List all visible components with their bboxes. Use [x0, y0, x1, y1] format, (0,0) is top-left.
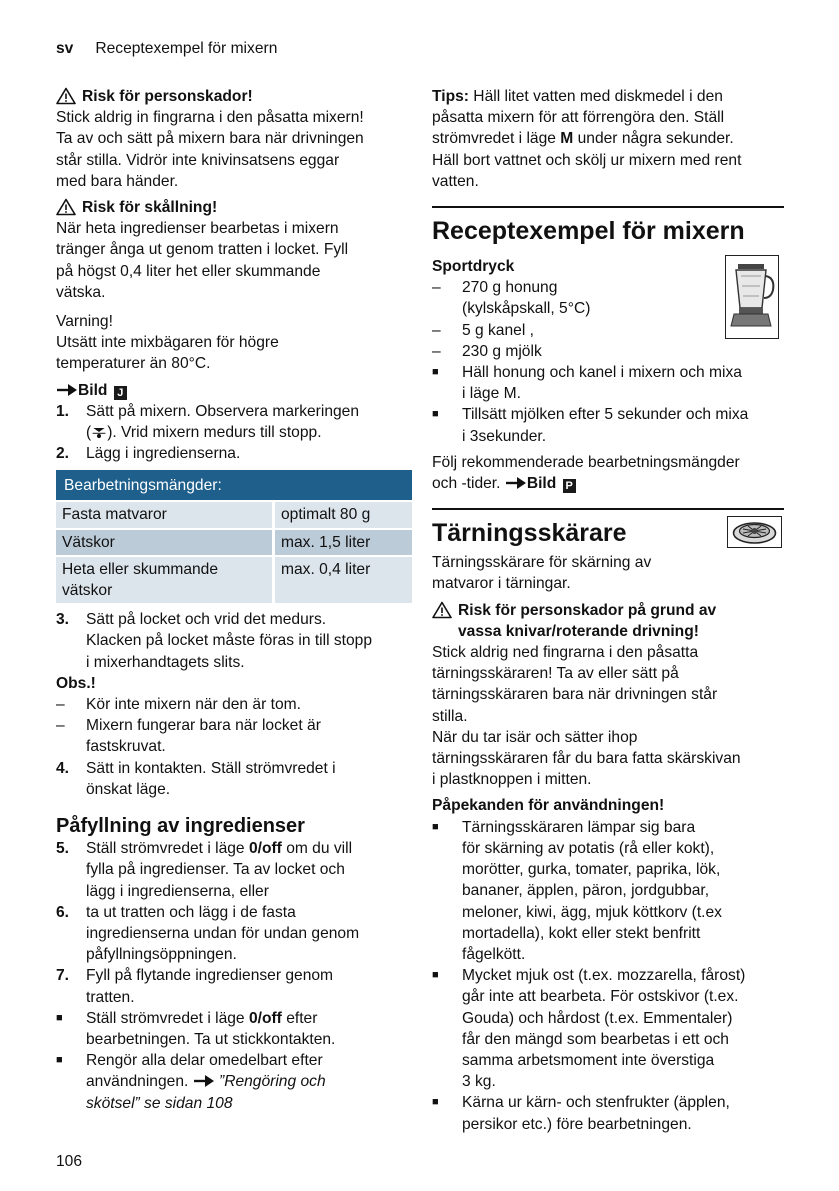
warning-title: Risk för personskador på grund av [458, 601, 717, 619]
section-divider [432, 508, 784, 510]
text-line: tärningsskäraren får du bara fatta skärskivan [432, 750, 741, 768]
text-line: Utsätt inte mixbägaren för högre [56, 334, 279, 352]
dicer-icon [728, 517, 781, 547]
list-item: ■ Rengör alla delar omedelbart efter användningen. ”Rengöring och skötsel” se sidan 108 [56, 1052, 326, 1112]
text-line: tränger ånga ut genom tratten i locket. Fyll [56, 241, 349, 259]
section-divider [432, 206, 784, 208]
step-2: 2. Lägg i ingredienserna. [56, 445, 241, 463]
text-line: temperaturer än 80°C. [56, 355, 211, 373]
warning-title: Risk för skållning! [82, 199, 218, 217]
list-item: ■ Kärna ur kärn- och stenfrukter (äpplen, persikor etc.) före bearbetningen. [432, 1094, 730, 1133]
text-line: vätska. [56, 283, 106, 301]
warning-triangle-icon [432, 601, 452, 619]
note-title: Obs.! [56, 674, 96, 692]
text-line: stilla. [432, 707, 468, 725]
figure-letter-badge: J [114, 386, 127, 400]
section-title-dicer: Tärningsskärare [432, 519, 627, 548]
list-item: ■ Mycket mjuk ost (t.ex. mozzarella, fårost) går inte att bearbeta. För ostskivor (t.ex. Gouda) och hårdost (t.ex. Emmentaler) får den mängd som bearbetas i ett och samma arbetsmoment inte överstiga 3 kg. [432, 967, 746, 1091]
dicer-disc-image [727, 516, 782, 548]
blender-icon [726, 256, 778, 338]
processing-quantities-table [56, 470, 412, 603]
recipe-step: ■ Tillsätt mjölken efter 5 sekunder och mixa i 3sekunder. [432, 406, 749, 445]
figure-letter-badge: P [563, 479, 576, 493]
section-title-blender-recipe: Receptexempel för mixern [432, 217, 745, 246]
list-item: – Mixern fungerar bara när locket är fastskruvat. [56, 717, 321, 756]
marking-arrow-icon [91, 423, 107, 441]
arrow-right-icon [505, 474, 527, 492]
text-line: Stick aldrig ned fingrarna i den påsatta [432, 644, 699, 662]
arrow-right-icon [193, 1072, 215, 1090]
text-line: matvaror i tärningar. [432, 575, 571, 593]
recipe-step: ■ Häll honung och kanel i mixern och mixa i läge M. [432, 364, 742, 403]
warning-title: Risk för personskador! [82, 88, 253, 105]
table-row: Fasta matvaror optimalt 80 g [56, 501, 412, 528]
header-title: Receptexempel för mixern [95, 40, 278, 57]
step-6: 6. ta ut tratten och lägg i de fasta ingredienserna undan för undan genom påfyllningsöppningen. [56, 903, 360, 964]
step-3: 3. Sätt på locket och vrid det medurs. Klacken på locket måste föras in till stopp i mixerhandtagets slits. [56, 611, 373, 671]
step-7: 7. Fyll på flytande ingredienser genom tratten. [56, 967, 334, 1006]
page-number: 106 [56, 1153, 83, 1170]
warning-injury [56, 86, 412, 107]
ingredient-item: – 5 g kanel , [432, 321, 534, 339]
step-4: 4. Sätt in kontakten. Ställ strömvredet i önskat läge. [56, 759, 336, 798]
warning-scald [56, 197, 412, 218]
cross-reference-link[interactable]: skötsel” se sidan 108 [86, 1094, 233, 1112]
text-line: Häll bort vattnet och skölj ur mixern med rent [432, 151, 742, 169]
text-line: Följ rekommenderade bearbetningsmängder [432, 453, 740, 471]
text-line: Stick aldrig in fingrarna i den påsatta mixern! [56, 109, 364, 127]
text-line: i plastknoppen i mitten. [432, 771, 592, 789]
text-line: vatten. [432, 172, 479, 190]
warning-triangle-icon [56, 198, 76, 216]
figure-reference: Bild J [56, 380, 412, 401]
ingredient-item: – 230 g mjölk [432, 342, 542, 360]
text-line: När du tar isär och sätter ihop [432, 728, 638, 746]
table-row: Heta eller skummande vätskor max. 0,4 liter [56, 556, 412, 603]
language-code: sv [56, 40, 74, 57]
cross-reference-link[interactable]: ”Rengöring och [219, 1073, 326, 1091]
text-line: strömvredet i läge M under några sekunder. [432, 130, 734, 148]
text-line: Sätt på mixern. Observera markeringen [86, 402, 360, 420]
usage-notes-title: Påpekanden för användningen! [432, 797, 665, 815]
recipe-title: Sportdryck [432, 258, 515, 276]
text-line: När heta ingredienser bearbetas i mixern [56, 220, 339, 238]
list-item: ■ Tärningsskäraren lämpar sig bara för skärning av potatis (rå eller kokt), morötter, gurka, tomater, paprika, lök, bananer, äpplen, päron, jordgubbar, meloner, kiwi, ägg, mjuk köttkorv (t.ex mortadella), kokt eller stekt benfritt fågelkött. [432, 818, 722, 963]
text-line: tärningsskäraren bara när drivningen står [432, 686, 718, 704]
subheading-filling: Påfyllning av ingredienser [56, 815, 305, 838]
blender-jug-image [725, 255, 779, 339]
list-item: ■ Ställ strömvredet i läge 0/off efter bearbetningen. Ta ut stickkontakten. [56, 1009, 336, 1048]
step-5: 5. Ställ strömvredet i läge 0/off om du vill fylla på ingredienser. Ta av locket och lägg i ingredienserna, eller [56, 840, 353, 900]
tip-paragraph: Tips: Häll litet vatten med diskmedel i den [432, 88, 723, 105]
left-column [56, 86, 412, 1114]
text-line: Ta av och sätt på mixern bara när drivningen [56, 130, 364, 148]
figure-reference: och -tider. Bild P [432, 473, 784, 494]
warning-blades: Risk för personskador på grund av vassa knivar/roterande drivning! [432, 600, 784, 642]
text-line: står stilla. Vidrör inte knivinsatsens eggar [56, 151, 340, 169]
right-column [432, 86, 784, 1135]
table-header: Bearbetningsmängder: [56, 470, 412, 501]
text-line: tärningsskäraren! Ta av eller sätt på [432, 665, 679, 683]
warning-triangle-icon [56, 87, 76, 105]
step-1: 1. Sätt på mixern. Observera markeringen ( ). Vrid mixern medurs till stopp. [56, 402, 360, 442]
page-header [56, 38, 277, 59]
table-row: Vätskor max. 1,5 liter [56, 529, 412, 556]
ingredient-item: – 270 g honung (kylskåpskall, 5°C) [432, 279, 591, 318]
arrow-right-icon [56, 381, 78, 399]
text-line: på högst 0,4 liter het eller skummande [56, 262, 321, 280]
list-item: – Kör inte mixern när den är tom. [56, 696, 301, 714]
text-line: med bara händer. [56, 172, 179, 190]
text-line: påsatta mixern för att förrengöra den. Ställ [432, 109, 725, 127]
text-line: Tärningsskärare för skärning av [432, 554, 652, 572]
caution-title: Varning! [56, 313, 113, 331]
